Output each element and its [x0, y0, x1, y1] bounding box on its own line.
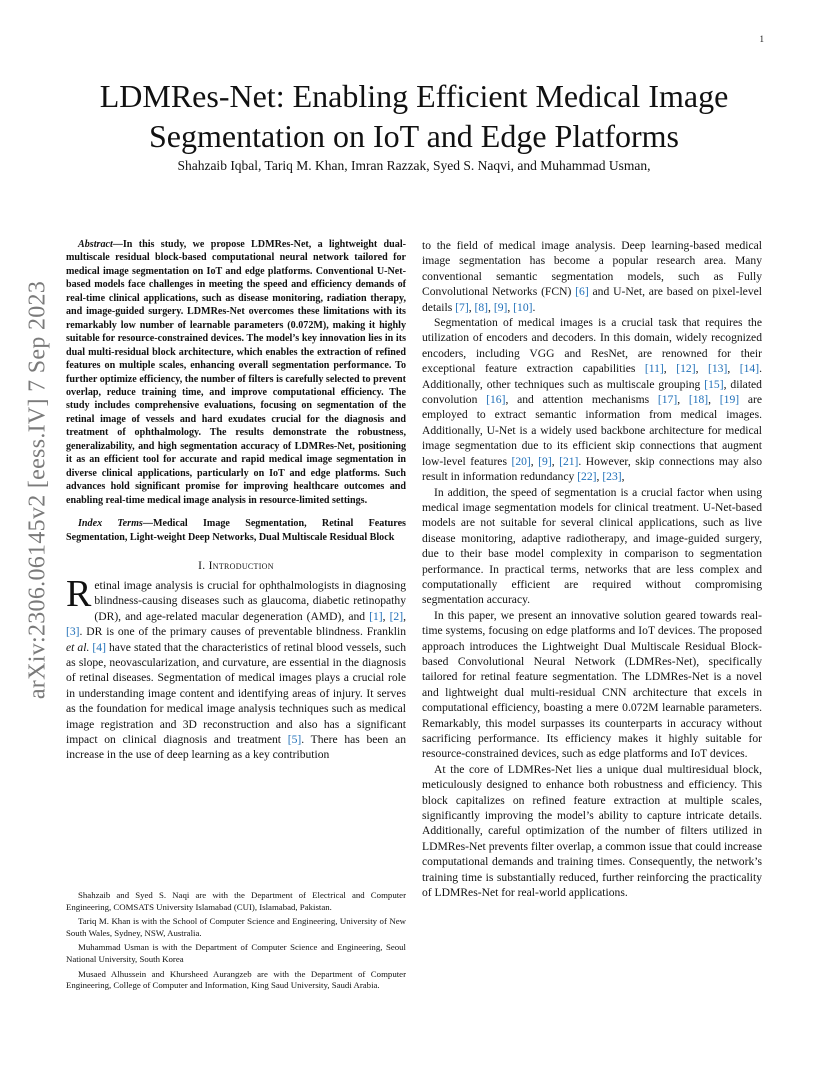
citation-link[interactable]: [16] — [486, 393, 506, 407]
author-list: Shahzaib Iqbal, Tariq M. Khan, Imran Razzak, Syed S. Naqvi, and Muhammad Usman, — [177, 158, 651, 173]
text-run: . — [532, 300, 536, 314]
text-run: , — [530, 454, 539, 468]
text-run: , — [708, 393, 720, 407]
intro-paragraph-2 — [422, 315, 762, 484]
index-terms — [66, 517, 406, 544]
citation-link[interactable]: [14] — [739, 362, 760, 376]
text-run: have stated that the characteristics of retinal blood vessels, such as slope, neovascularization, and curvature, are essential in the diagnosis of retinal diseases. Segmentation of medical images plays a crucial role in understanding image content and identifying areas of injury. It serves as the foundation for medical image analysis techniques such as medical image registration and 3D reconstruction and also has a significant impact on clinical diagnosis and treatment — [66, 640, 406, 747]
text-run: . DR is one of the primary causes of preventable blindness. Franklin — [79, 625, 406, 639]
citation-link[interactable]: [8] — [474, 300, 489, 314]
citation-link[interactable]: [1] — [369, 609, 383, 623]
affiliation-footnotes — [66, 890, 406, 995]
text-run: , dilated convolution — [422, 377, 762, 407]
intro-paragraph-1 — [66, 572, 406, 763]
arxiv-identifier — [8, 280, 68, 700]
index-terms-label: Index Terms — [78, 518, 143, 530]
text-run: , — [663, 362, 677, 376]
footnote: Musaed Alhussein and Khursheed Aurangzeb are with the Department of Computer Engineering, College of Computer and Information, King Saud University, Saudi Arabia. — [66, 968, 406, 991]
text-run: , — [403, 609, 406, 623]
right-column — [422, 238, 762, 900]
text-run: , — [507, 300, 514, 314]
citation-link[interactable]: [12] — [676, 362, 696, 376]
text-run: are employed to extract semantic information from medical images. Additionally, U-Net is a widely used backbone architecture for medical image segmentation due to its efficient skip connections that augment low-level features — [422, 393, 762, 468]
citation-link[interactable]: [6] — [575, 285, 589, 299]
text-run-italic: et al. — [66, 640, 90, 654]
citation-link[interactable]: [18] — [688, 393, 709, 407]
drop-cap: R — [66, 572, 92, 615]
citation-link[interactable]: [13] — [708, 362, 728, 376]
text-run: etinal image analysis is crucial for ophthalmologists in diagnosing blindness-causing diseases such as glaucoma, diabetic retinopathy (DR), and age-related macular degeneration (AMD), and — [94, 578, 406, 623]
text-run: . However, skip connections may also result in information redundancy — [422, 454, 763, 484]
arxiv-identifier-text: arXiv:2306.06145v2 [eess.IV] 7 Sep 2023 — [24, 280, 51, 700]
citation-link[interactable]: [10] — [513, 300, 533, 314]
citation-link[interactable]: [23] — [602, 470, 622, 484]
citation-link[interactable]: [15] — [704, 377, 724, 391]
text-run: , — [468, 300, 475, 314]
page-number: 1 — [759, 34, 764, 44]
section-heading-introduction: I. Introduction — [198, 559, 274, 572]
left-column — [66, 238, 406, 763]
citation-link[interactable]: [21] — [559, 454, 579, 468]
text-run: to the field of medical image analysis. Deep learning-based medical image segmentation has become a popular research area. Many conventional semantic segmentation models, such as Fully Convolutional Networks (FCN) — [422, 239, 762, 299]
citation-link[interactable]: [5] — [287, 733, 302, 747]
citation-link[interactable]: [20] — [511, 454, 531, 468]
text-run: , and attention mechanisms — [505, 393, 658, 407]
text-run: . Additionally, other techniques such as multiscale grouping — [422, 362, 762, 391]
intro-paragraph-continued — [422, 238, 762, 315]
footnote: Muhammad Usman is with the Department of Computer Science and Engineering, Seoul National University, South Korea — [66, 942, 406, 964]
citation-link[interactable]: [9] — [493, 300, 508, 314]
text-run: . There has been an increase in the use of deep learning as a key contribution — [66, 733, 406, 762]
text-run: , — [727, 362, 740, 376]
text-run: , — [551, 454, 560, 468]
citation-link[interactable]: [17] — [657, 393, 678, 407]
text-run: , — [677, 393, 689, 407]
intro-paragraph-5: At the core of LDMRes-Net lies a unique dual multiresidual block, meticulously designed to enhance both robustness and efficiency. This block capitalizes on refined feature extraction at multiple scales, significantly improving the model’s ability to capture intricate details. Additionally, careful optimization of the number of filters utilized in LDMRes-Net prevents filter overlap, a common issue that could increase computational demands and training times. Consequently, the network’s training time is substantially reduced, further reinforcing the practicality of LDMRes-Net for real-world applications. — [422, 762, 762, 900]
index-terms-text: —Medical Image Segmentation, Retinal Features Segmentation, Light-weight Deep Networks, Dual Multiscale Residual Block — [66, 518, 406, 543]
abstract-text: —In this study, we propose LDMRes-Net, a lightweight dual-multiscale residual block-based computational neural network tailored for medical image segmentation on IoT and edge platforms. Conventional U-Net-based models face challenges in meeting the speed and efficiency demands of real-time clinical applications, such as disease monitoring, radiation therapy, and image-guided surgery. LDMRes-Net overcomes these limitations with its remarkably low number of learnable parameters (0.072M), making it highly suitable for resource-constrained devices. The model’s key innovation lies in its dual multi-residual block architecture, which enables the extraction of refined features on multiple scales, enhancing overall segmentation performance. To further optimize efficiency, the number of filters is carefully selected to prevent overlap, reduce training time, and improve computational efficiency. The study includes comprehensive evaluations, focusing on segmentation of the retinal image of vessels and hard exudates crucial for the diagnosis and treatment of ophthalmology. The results demonstrate the robustness, generalizability, and high segmentation accuracy of LDMRes-Net, positioning it as an efficient tool for accurate and rapid medical image segmentation in diverse clinical applications, particularly on IoT and edge platforms. Such advances hold significant promise for improving healthcare outcomes and enabling real-time medical image analysis in resource-limited settings. — [66, 239, 406, 506]
citation-link[interactable]: [3] — [66, 625, 80, 639]
citation-link[interactable]: [22] — [577, 470, 597, 484]
citation-link[interactable]: [2] — [389, 609, 404, 623]
citation-link[interactable]: [11] — [644, 362, 664, 376]
citation-link[interactable]: [19] — [719, 393, 740, 407]
text-run: , — [382, 609, 390, 623]
text-run: , — [596, 470, 603, 484]
abstract — [66, 238, 406, 507]
paper-title: LDMRes-Net: Enabling Efficient Medical Image Segmentation on IoT and Edge Platforms — [99, 78, 729, 154]
text-run: and U-Net, are based on pixel-level details — [422, 285, 762, 314]
text-run: , — [621, 470, 625, 484]
footnote: Tariq M. Khan is with the School of Computer Science and Engineering, University of New South Wales, Sydney, NSW, Australia. — [66, 916, 406, 938]
footnote: Shahzaib and Syed S. Naqi are with the Department of Electrical and Computer Engineering, COMSATS University Islamabad (CUI), Islamabad, Pakistan. — [66, 890, 406, 912]
abstract-label: Abstract — [78, 239, 113, 250]
citation-link[interactable]: [7] — [455, 300, 469, 314]
citation-link[interactable]: [9] — [538, 454, 552, 468]
intro-paragraph-4: In this paper, we present an innovative solution geared towards real-time systems, focusing on edge platforms and IoT devices. The proposed approach introduces the Lightweight Dual Multiscale Residual Block-based Convolutional Neural Network (LDMRes-Net), specifically tailored for retinal feature segmentation. The LDMRes-Net is a novel and lightweight dual multi-residual CNN architecture that excels in computational efficiency, boasting a mere 0.072M learnable parameters. Remarkably, this model surpasses its counterparts in accuracy without sacrificing performance. Its efficiency makes it highly suitable for resource-constrained devices, such as edge platforms and IoT devices. — [422, 608, 762, 761]
text-run: , — [488, 300, 494, 314]
citation-link[interactable]: [4] — [92, 640, 106, 654]
intro-paragraph-3: In addition, the speed of segmentation is a crucial factor when using medical image segmentation models for clinical treatment. U-Net-based models are not suitable for several clinical applications, such as live disease monitoring, adaptive radiotherapy, and image-guided surgery, due to their base model complexity in comparison to segmentation performance. In practical terms, networks that are less complex and computationally efficient are required without compromising segmentation accuracy. — [422, 485, 762, 607]
text-run: Segmentation of medical images is a crucial task that requires the utilization of encoders and decoders. In this domain, widely recognized encoders, including VGG and ResNet, are renowned for their exceptional feature extraction capabilities — [422, 316, 762, 376]
text-run: , — [695, 362, 708, 376]
